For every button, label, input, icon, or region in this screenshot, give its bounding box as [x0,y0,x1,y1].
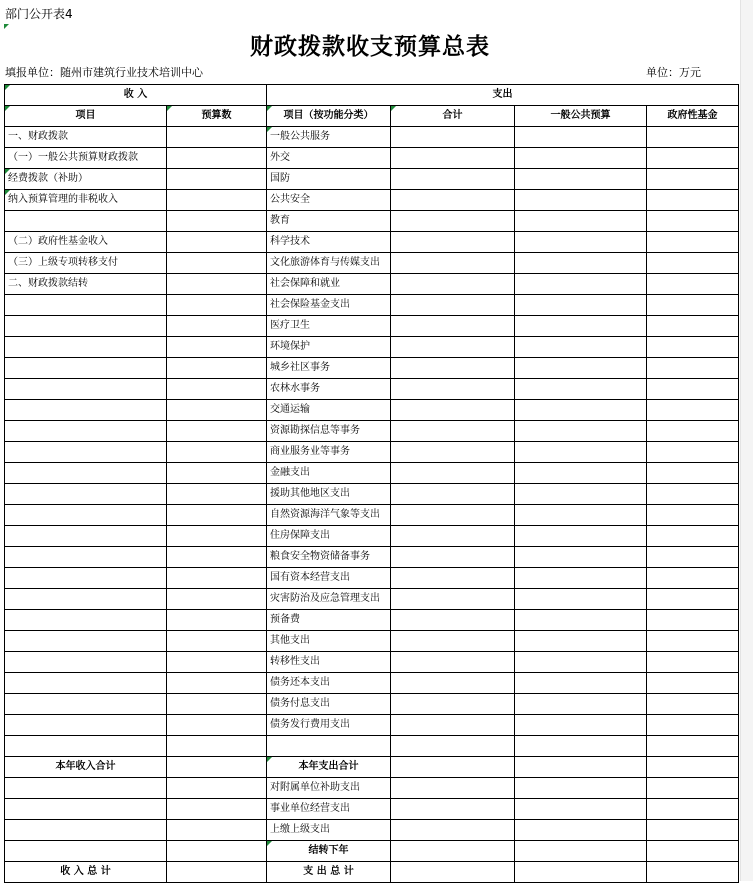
expense-item-cell[interactable]: 环境保护 [267,337,391,358]
table-cell[interactable] [647,463,739,484]
table-cell[interactable] [515,190,647,211]
table-cell[interactable] [647,274,739,295]
table-cell[interactable] [391,463,515,484]
table-cell[interactable] [515,148,647,169]
income-item-cell[interactable] [5,715,167,736]
table-cell[interactable] [647,169,739,190]
expense-item-cell[interactable] [267,736,391,757]
table-cell[interactable] [515,547,647,568]
income-item-cell[interactable] [5,631,167,652]
year-expense-total-label[interactable]: 本年支出合计 [267,757,391,778]
table-cell[interactable] [647,547,739,568]
table-cell[interactable] [515,400,647,421]
expense-item-cell[interactable]: 金融支出 [267,463,391,484]
table-cell[interactable] [647,568,739,589]
table-row [5,295,739,316]
table-cell[interactable] [391,505,515,526]
expense-item-cell[interactable]: 城乡社区事务 [267,358,391,379]
table-row [5,190,739,211]
table-row [5,631,739,652]
table-cell[interactable] [515,232,647,253]
income-item-cell[interactable]: （三）上级专项转移支付 [5,253,167,274]
table-row [5,610,739,631]
budget-table [4,84,739,883]
table-cell[interactable] [647,757,739,778]
expense-item-cell[interactable]: 科学技术 [267,232,391,253]
table-cell[interactable] [391,127,515,148]
table-cell[interactable] [391,862,515,883]
table-cell[interactable] [647,316,739,337]
table-cell[interactable] [391,337,515,358]
expense-item-cell[interactable]: 援助其他地区支出 [267,484,391,505]
income-item-cell[interactable]: （二）政府性基金收入 [5,232,167,253]
table-row [5,253,739,274]
table-row [5,484,739,505]
col-header-general-budget[interactable]: 一般公共预算 [515,106,647,127]
table-cell[interactable] [167,211,267,232]
income-item-cell[interactable] [5,505,167,526]
income-item-cell[interactable] [5,736,167,757]
expense-item-cell[interactable]: 农林水事务 [267,379,391,400]
table-cell[interactable] [647,190,739,211]
table-cell[interactable] [167,715,267,736]
table-cell[interactable] [391,379,515,400]
table-row [5,463,739,484]
expense-item-cell[interactable]: 交通运输 [267,400,391,421]
table-cell[interactable] [167,778,267,799]
income-item-cell[interactable] [5,610,167,631]
table-cell[interactable] [515,841,647,862]
table-cell[interactable] [167,673,267,694]
income-item-cell[interactable] [5,442,167,463]
table-cell[interactable] [515,211,647,232]
table-cell[interactable] [167,631,267,652]
income-item-cell[interactable] [5,484,167,505]
table-cell[interactable] [647,358,739,379]
table-cell[interactable] [515,694,647,715]
table-cell[interactable] [391,316,515,337]
table-cell[interactable] [515,757,647,778]
table-cell[interactable] [515,673,647,694]
vertical-scrollbar[interactable] [741,0,753,881]
table-cell[interactable] [167,127,267,148]
table-cell[interactable] [167,694,267,715]
expense-item-cell[interactable]: 灾害防治及应急管理支出 [267,589,391,610]
table-cell[interactable] [391,547,515,568]
income-item-cell[interactable]: 一、财政拨款 [5,127,167,148]
table-cell[interactable] [167,505,267,526]
income-item-cell[interactable] [5,211,167,232]
table-row [5,568,739,589]
table-cell[interactable] [515,295,647,316]
table-cell[interactable] [647,211,739,232]
table-cell[interactable] [647,379,739,400]
expense-grand-total-label[interactable]: 支 出 总 计 [267,862,391,883]
table-row [5,442,739,463]
table-cell[interactable] [391,421,515,442]
table-cell[interactable] [515,862,647,883]
table-cell[interactable] [167,379,267,400]
table-cell[interactable] [515,652,647,673]
expense-item-cell[interactable]: 医疗卫生 [267,316,391,337]
table-row [5,400,739,421]
expense-item-cell[interactable]: 公共安全 [267,190,391,211]
table-cell[interactable] [647,127,739,148]
table-cell[interactable] [167,442,267,463]
table-cell[interactable] [167,547,267,568]
table-cell[interactable] [391,400,515,421]
table-cell[interactable] [647,484,739,505]
expense-item-cell[interactable]: 文化旅游体育与传媒支出 [267,253,391,274]
income-item-cell[interactable] [5,379,167,400]
table-row [5,547,739,568]
income-item-cell[interactable]: 纳入预算管理的非税收入 [5,190,167,211]
col-header-gov-fund[interactable]: 政府性基金 [647,106,739,127]
table-row [5,421,739,442]
table-cell[interactable] [167,568,267,589]
expense-item-cell[interactable]: 粮食安全物资储备事务 [267,547,391,568]
table-cell[interactable] [391,736,515,757]
table-cell[interactable] [5,820,167,841]
sub-unit-subsidy-label[interactable]: 对附属单位补助支出 [267,778,391,799]
carry-forward-label[interactable]: 结转下年 [267,841,391,862]
income-item-cell[interactable] [5,358,167,379]
table-cell[interactable] [647,148,739,169]
income-item-cell[interactable] [5,568,167,589]
table-cell[interactable] [515,736,647,757]
table-cell[interactable] [647,778,739,799]
income-item-cell[interactable]: （一）一般公共预算财政拨款 [5,148,167,169]
table-cell[interactable] [167,736,267,757]
expense-item-cell[interactable]: 商业服务业等事务 [267,442,391,463]
table-cell[interactable] [391,841,515,862]
table-cell[interactable] [515,463,647,484]
table-cell[interactable] [167,421,267,442]
table-cell[interactable] [647,505,739,526]
table-cell[interactable] [391,631,515,652]
table-cell[interactable] [647,694,739,715]
table-cell[interactable] [647,421,739,442]
table-cell[interactable] [391,190,515,211]
table-row [5,673,739,694]
table-cell[interactable] [167,169,267,190]
expense-item-cell[interactable]: 住房保障支出 [267,526,391,547]
table-cell[interactable] [391,715,515,736]
expense-item-cell[interactable]: 转移性支出 [267,652,391,673]
expense-item-cell[interactable]: 教育 [267,211,391,232]
table-cell[interactable] [167,400,267,421]
table-row [5,169,739,190]
table-row [5,379,739,400]
table-cell[interactable] [391,799,515,820]
income-item-cell[interactable] [5,316,167,337]
table-row [5,799,739,820]
table-cell[interactable] [515,169,647,190]
expense-item-cell[interactable]: 债务发行费用支出 [267,715,391,736]
income-item-cell[interactable] [5,526,167,547]
table-cell[interactable] [391,169,515,190]
table-cell[interactable] [391,232,515,253]
table-cell[interactable] [647,820,739,841]
table-cell[interactable] [391,568,515,589]
table-cell[interactable] [515,505,647,526]
income-item-cell[interactable] [5,547,167,568]
table-cell[interactable] [391,526,515,547]
table-cell[interactable] [167,253,267,274]
expense-item-cell[interactable]: 债务付息支出 [267,694,391,715]
table-cell[interactable] [515,778,647,799]
table-cell[interactable] [167,232,267,253]
table-cell[interactable] [167,757,267,778]
expense-item-cell[interactable]: 国有资本经营支出 [267,568,391,589]
table-cell[interactable] [167,799,267,820]
table-row [5,820,739,841]
table-cell[interactable] [391,148,515,169]
income-grand-total-label[interactable]: 收 入 总 计 [5,862,167,883]
table-cell[interactable] [167,337,267,358]
table-row [5,526,739,547]
table-row [5,358,739,379]
table-row [5,778,739,799]
income-item-cell[interactable] [5,295,167,316]
remit-to-higher-label[interactable]: 上缴上级支出 [267,820,391,841]
income-item-cell[interactable] [5,694,167,715]
expense-item-cell[interactable]: 一般公共服务 [267,127,391,148]
table-row [5,127,739,148]
table-cell[interactable] [515,337,647,358]
income-item-cell[interactable]: 二、财政拨款结转 [5,274,167,295]
table-cell[interactable] [167,463,267,484]
table-cell[interactable] [391,820,515,841]
table-cell[interactable] [5,778,167,799]
table-cell[interactable] [391,589,515,610]
expense-item-cell[interactable]: 债务还本支出 [267,673,391,694]
table-row [5,652,739,673]
table-cell[interactable] [391,757,515,778]
table-cell[interactable] [167,358,267,379]
table-cell[interactable] [515,442,647,463]
reporting-unit: 填报单位：随州市建筑行业技术培训中心 [5,66,203,79]
table-cell[interactable] [391,295,515,316]
table-row [5,715,739,736]
table-cell[interactable] [515,589,647,610]
col-header-total[interactable]: 合计 [391,106,515,127]
header-row-columns [5,106,739,127]
table-cell[interactable] [167,274,267,295]
expense-item-cell[interactable]: 社会保险基金支出 [267,295,391,316]
income-item-cell[interactable] [5,673,167,694]
table-row [5,862,739,883]
table-cell[interactable] [515,526,647,547]
expense-item-cell[interactable]: 预备费 [267,610,391,631]
table-cell[interactable] [647,862,739,883]
table-cell[interactable] [167,190,267,211]
table-cell[interactable] [167,841,267,862]
table-cell[interactable] [5,841,167,862]
income-item-cell[interactable]: 经费拨款（补助） [5,169,167,190]
expense-item-cell[interactable]: 资源勘探信息等事务 [267,421,391,442]
table-cell[interactable] [647,337,739,358]
table-cell[interactable] [647,400,739,421]
table-cell[interactable] [515,484,647,505]
table-cell[interactable] [647,631,739,652]
table-cell[interactable] [391,484,515,505]
table-cell[interactable] [515,274,647,295]
table-row [5,316,739,337]
table-row [5,211,739,232]
table-cell[interactable] [515,820,647,841]
currency-unit: 单位：万元 [646,66,701,79]
table-cell[interactable] [647,736,739,757]
table-cell[interactable] [391,694,515,715]
table-cell[interactable] [167,295,267,316]
table-cell[interactable] [647,232,739,253]
table-row [5,337,739,358]
table-cell[interactable] [647,715,739,736]
table-cell[interactable] [647,526,739,547]
table-row [5,694,739,715]
table-cell[interactable] [647,253,739,274]
table-cell[interactable] [167,148,267,169]
table-cell[interactable] [167,526,267,547]
table-cell[interactable] [167,316,267,337]
table-cell[interactable] [391,274,515,295]
income-item-cell[interactable] [5,463,167,484]
table-cell[interactable] [391,673,515,694]
table-cell[interactable] [391,610,515,631]
table-row [5,589,739,610]
table-cell[interactable] [391,442,515,463]
table-cell[interactable] [167,484,267,505]
table-cell[interactable] [167,610,267,631]
table-cell[interactable] [647,673,739,694]
table-cell[interactable] [167,652,267,673]
table-cell[interactable] [647,841,739,862]
expense-item-cell[interactable]: 社会保障和就业 [267,274,391,295]
table-cell[interactable] [647,295,739,316]
table-cell[interactable] [515,568,647,589]
expense-item-cell[interactable]: 国防 [267,169,391,190]
table-row [5,841,739,862]
table-cell[interactable] [515,610,647,631]
table-row [5,505,739,526]
table-cell[interactable] [515,253,647,274]
table-cell[interactable] [167,862,267,883]
col-header-func-item[interactable]: 项目（按功能分类） [267,106,391,127]
income-item-cell[interactable] [5,652,167,673]
table-cell[interactable] [515,799,647,820]
table-cell[interactable] [515,127,647,148]
table-cell[interactable] [515,358,647,379]
table-row [5,757,739,778]
income-item-cell[interactable] [5,589,167,610]
col-header-item[interactable]: 项目 [5,106,167,127]
table-cell[interactable] [391,652,515,673]
table-row [5,232,739,253]
table-row [5,736,739,757]
expense-group-header[interactable]: 支出 [267,85,739,106]
table-cell[interactable] [515,715,647,736]
table-cell[interactable] [515,421,647,442]
table-cell[interactable] [647,589,739,610]
table-cell[interactable] [647,652,739,673]
income-item-cell[interactable] [5,421,167,442]
table-row [5,148,739,169]
income-item-cell[interactable] [5,337,167,358]
table-cell[interactable] [391,778,515,799]
expense-item-cell[interactable]: 外交 [267,148,391,169]
form-code: 部门公开表4 [5,7,73,21]
col-header-budget-amount[interactable]: 预算数 [167,106,267,127]
table-cell[interactable] [515,631,647,652]
table-cell[interactable] [515,379,647,400]
table-cell[interactable] [5,799,167,820]
table-cell[interactable] [647,610,739,631]
table-cell[interactable] [167,589,267,610]
table-cell[interactable] [391,253,515,274]
table-cell[interactable] [391,358,515,379]
table-cell[interactable] [647,799,739,820]
expense-item-cell[interactable]: 自然资源海洋气象等支出 [267,505,391,526]
table-row [5,274,739,295]
business-expense-label[interactable]: 事业单位经营支出 [267,799,391,820]
year-income-total-label[interactable]: 本年收入合计 [5,757,167,778]
page-title: 财政拨款收支预算总表 [250,33,490,60]
income-item-cell[interactable] [5,400,167,421]
table-cell[interactable] [515,316,647,337]
income-group-header[interactable]: 收 入 [5,85,267,106]
header-row-group [5,85,739,106]
table-cell[interactable] [167,820,267,841]
expense-item-cell[interactable]: 其他支出 [267,631,391,652]
table-cell[interactable] [391,211,515,232]
table-cell[interactable] [647,442,739,463]
